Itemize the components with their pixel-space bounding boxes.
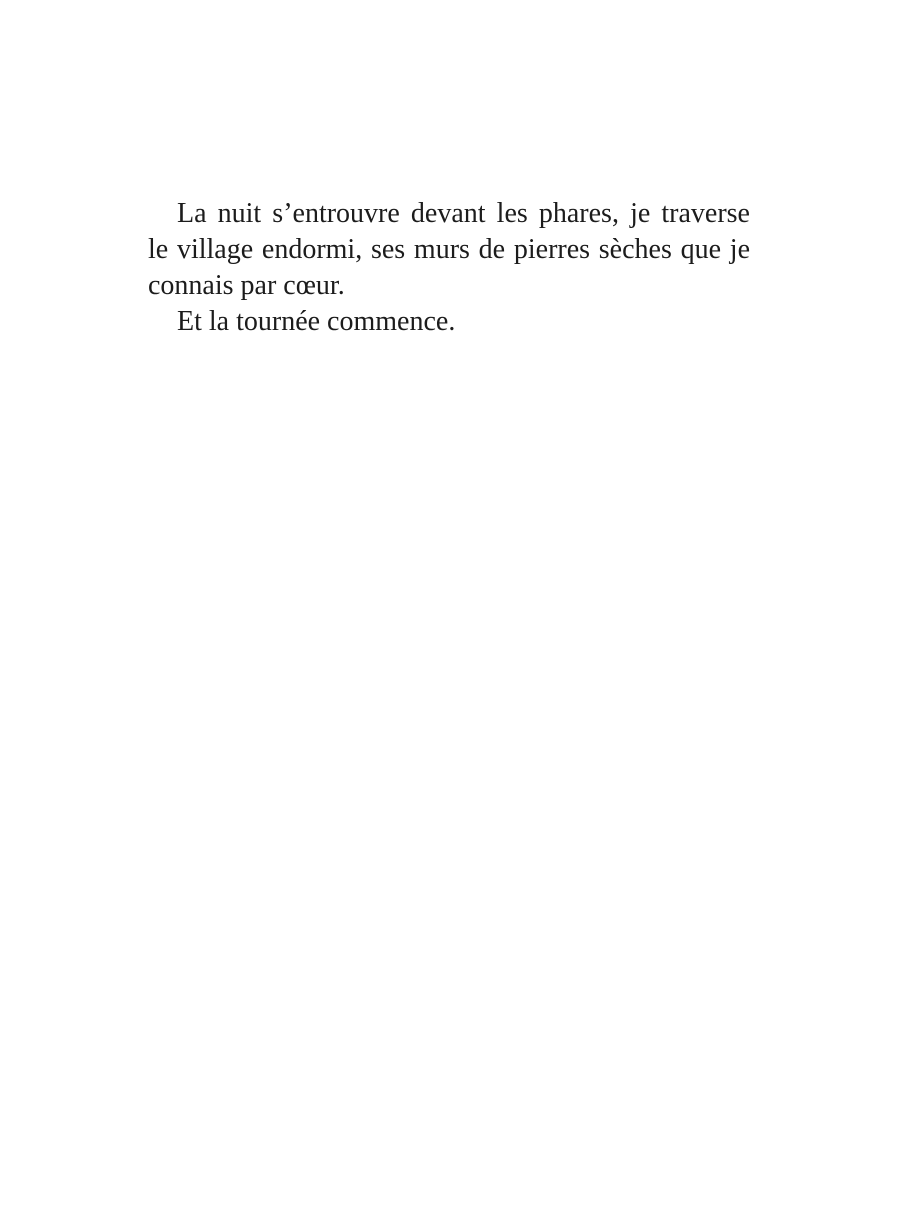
paragraph-2	[148, 304, 750, 340]
text-line: connais par cœur.	[148, 270, 345, 301]
text-line: le village endormi, ses murs de pierres sèches que je	[148, 234, 750, 265]
paragraph-1	[148, 196, 750, 304]
text-line: Et la tournée commence.	[177, 306, 456, 337]
page-text-block	[148, 196, 750, 340]
text-line: La nuit s’entrouvre devant les phares, je traverse	[177, 198, 750, 229]
